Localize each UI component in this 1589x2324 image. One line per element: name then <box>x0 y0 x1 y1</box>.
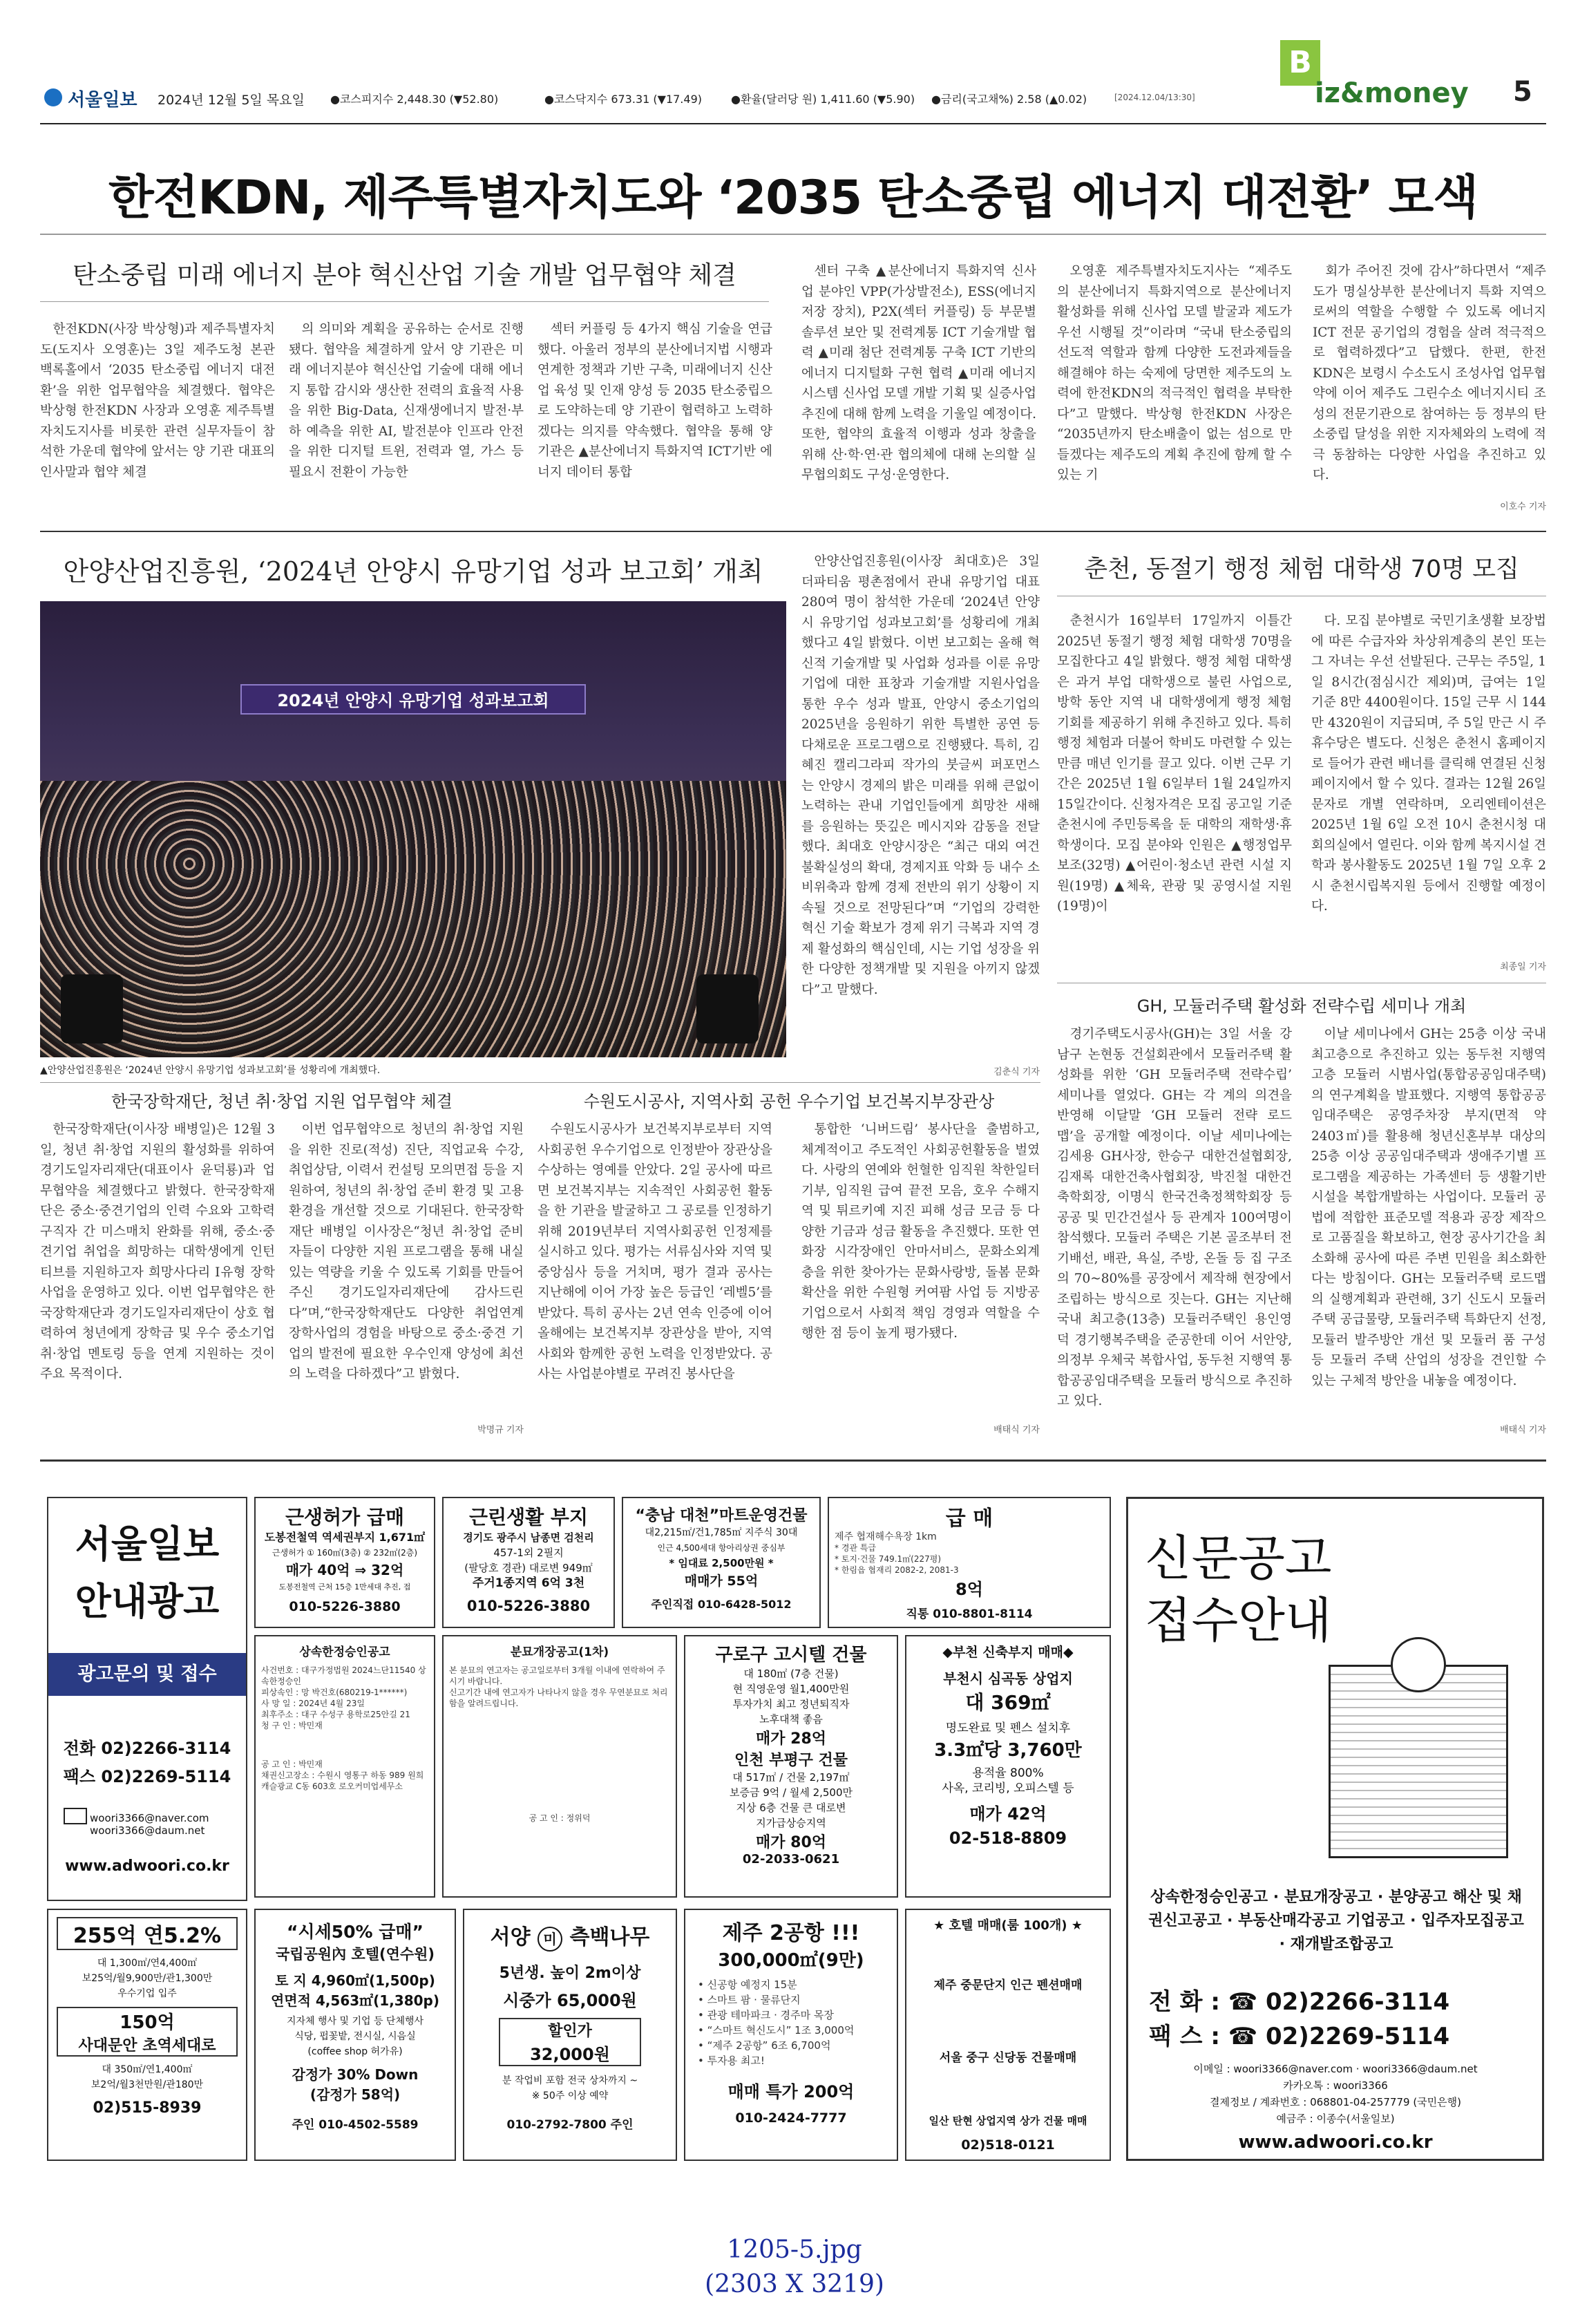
main-headline: 한전KDN, 제주특별자치도와 ‘2035 탄소중립 에너지 대전환’ 모색 <box>108 171 1478 225</box>
anyang-byline: 김춘식 기자 <box>993 1067 1040 1077</box>
section-name: iz&money <box>1315 77 1469 109</box>
main-col-4: 센터 구축 ▲분산에너지 특화지역 신사업 분야인 VPP(가상발전소), ESS(에너지저장 장치), P2X(섹터 커플링) 등 부문별 솔루션 보안 및 전력계통 ICT 기술개발 협력 ▲미래 첨단 전력계통 구축 ICT 기반의 에너지 디지털화 구현 협력 ▲미래 에너지 시스템 신사업 모델 개발 기획 및 실증사업 추진에 대해 함께 노력을 기울일 예정이다. 또한, 협약의 효율적 이행과 성과 창출을 위해 산·학·연·관 협의체에 대해 논의할 실무협의회도 구성·운영한다. <box>801 264 1036 482</box>
scholar-col-1: 한국장학재단(이사장 배병일)은 12월 3일, 청년 취·창업 지원의 활성화를 위하여 경기도일자리재단(대표이사 윤덕룡)과 업무협약을 체결했다고 밝혔다. 한국장학재단은 중소·중견기업의 인력 수요와 고학력 구직자 간 미스매치 완화를 위해, 중소·중견기업 취업을 희망하는 대학생에게 인턴티브를 지원하고자 희망사다리 Ⅰ유형 장학 사업을 운영하고 있다. 이번 업무협약은 한국장학재단과 경기도일자리재단이 상호 협력하여 청년에게 장학금 및 우수 중소기업 취·창업 멘토링 등을 연계 지원하는 것이 주요 목적이다. <box>40 1122 275 1381</box>
anyang-body: 안양산업진흥원(이사장 최대호)은 3일 더파티움 평촌점에서 관내 유망기업 대표 280여 명이 참석한 가운데 ‘2024년 안양시 유망기업 성과보고회’를 성황리에 개최했다고 4일 밝혔다. 이번 보고회는 올해 혁신적 기술개발 및 사업화 성과를 이룬 유망기업에 대한 표창과 기술개발 지원사업을 통한 우수 성과 발표, 안양시 중소기업의 2025년을 응원하기 위한 특별한 공연 등 다채로운 프로그램으로 진행됐다. 특히, 김혜진 캘리그라피 작가의 붓글씨 퍼포먼스는 안양시 경제의 밝은 미래를 위해 큰없이 노력하는 관내 기업인들에게 희망찬 새해를 응원하는 뜻깊은 메시지와 감동을 전달했다. 최대호 안양시장은 “최근 대외 여건 불확실성의 확대, 경제지표 악화 등 내수 소비위축과 함께 경제 전반의 위기 상황이 지속될 것으로 전망된다”며 “기업의 강력한 혁신 기술 확보가 경제 위기 극복과 지역 경제 활성화의 핵심인데, 시는 기업 성장을 위한 다양한 정책개발 및 지원을 아끼지 않겠다”고 말했다. <box>801 554 1040 997</box>
ad-inheritance-notice: 상속한정승인공고 사건번호 : 대구가정법원 2024느단11540 상속한정승인 피상속인 : 망 박건호(680219-1******) 사 망 일 : 2024년 4월 23일 최후주소 : 대구 수성구 용학로25안길 21 청 구 인 : 박민재 공 고 인 : 박민재 채권신고장소 : 수원시 영통구 하동 989 원희캐슬광교 C동 603호 로오커미업세무소 <box>254 1635 435 1898</box>
ticker-2: ●코스닥지수 673.31 (▼17.49) <box>544 93 702 106</box>
masthead <box>40 45 1546 124</box>
ticker-date: [2024.12.04/13:30] <box>1114 93 1195 102</box>
main-byline: 이호수 기자 <box>1500 502 1546 512</box>
footer-filename: 1205-5.jpg <box>727 2236 862 2264</box>
issue-date: 2024년 12월 5일 목요일 <box>158 93 305 108</box>
newspaper-reader-illustration <box>1329 1665 1508 1858</box>
chuncheon-headline: 춘천, 동절기 행정 체험 대학생 70명 모집 <box>1084 556 1519 583</box>
ticker-4: ●금리(국고채%) 2.58 (▲0.02) <box>931 93 1087 106</box>
chuncheon-col-1: 춘천시가 16일부터 17일까지 이틀간 2025년 동절기 행정 체험 대학생 70명을 모집한다고 4일 밝혔다. 행정 체험 대학생은 과거 부업 대학생으로 불린 사업으로, 방학 동안 지역 내 대학생에게 행정 체험 기회를 제공하기 위해 추진하고 있다. 특히 행정 체험과 더불어 학비도 마련할 수 있는 만큼 매년 인기를 끌고 있다. 이번 근무 기간은 2025년 1월 6일부터 1월 24일까지 15일간이다. 신청자격은 모집 공고일 기준 춘천시에 주민등록을 둔 대학의 재학생·휴학생이다. 모집 분야와 인원은 ▲행정업무보조(32명) ▲어린이·청소년 관련 시설 지원(19명) ▲체육, 관광 및 공영시설 지원(19명)이 <box>1057 614 1292 914</box>
chuncheon-col-2: 다. 모집 분야별로 국민기초생활 보장법에 따른 수급자와 차상위계층의 본인 또는 그 자녀는 우선 선발된다. 근무는 주5일, 1일 8시간(점심시간 제외)며, 급여는 1일 기준 8만 4400원이다. 15일 근무 시 144만 4320원이 지급되며, 주 5일 만근 시 주휴수당은 별도다. 신청은 춘천시 홈페이지로 들어가 관련 배너를 클릭해 연결된 신청페이지에서 할 수 있다. 결과는 12월 26일 문자로 개별 연락하며, 오리엔테이션은 2025년 1월 6일 오전 10시 춘천시청 대회의실에서 열린다. 이와 함께 복지시설 견학과 봉사활동도 2025년 1월 7일 오후 2시 춘천시립복지원 등에서 진행할 예정이다. <box>1311 614 1546 914</box>
ad-255-yield: 255억 연5.2% 대 1,300㎡/연4,400㎡ 보25억/월9,900만/관1,300만 우수기업 입주 150억 사대문안 초역세대로 대 350㎡/연1,400㎡ 보2억/월3천만원/관180만 02)515-8939 <box>47 1909 247 2161</box>
footer-size: (2303 X 3219) <box>705 2270 884 2298</box>
crowd-image <box>40 781 786 1057</box>
ad-hotel-50: “시세50% 급매” 국립공원內 호텔(연수원) 토 지 4,960㎡(1,500p) 연면적 4,563㎡(1,380p) 지자체 행사 및 기업 등 단체행사 식당, 펍꽃밭, 전시실, 시음실 (coffee shop 허가유) 감정가 30% Down (감정가 58억) 주인 010-4502-5589 <box>254 1909 456 2161</box>
reader-head-icon <box>1391 1637 1446 1692</box>
gh-col-2: 이날 세미나에서 GH는 25층 이상 국내 최고층으로 추진하고 있는 동두천 지행역 고층 모듈러 시범사업(통합공공임대주택)의 연구계획을 발표했다. 지행역 통합공공임대주택은 공영주차장 부지(면적 약 2403㎡)를 활용해 청년신혼부부 대상의 25층 이상 공공임대주택과 생애주기별 프로그램을 제공하는 가족센터 등 생활기반시설을 복합개발하는 사업이다. 모듈러 공법에 적합한 표준모델 적용과 공장 제작으로 고품질을 확보하고, 현장 공사기간을 최소화해 공사에 따른 주변 민원을 최소화한다는 방침이다. GH는 모듈러주택 로드맵의 실행계획과 관련해, 3기 신도시 모듈러주택 공급물량, 모듈러주택 특화단지 선정, 모듈러 발주방안 개선 및 모듈러 품 구성 등 모듈러 주택 산업의 성장을 견인할 수 있는 구체적 방안을 내놓을 예정이다. <box>1311 1027 1546 1388</box>
ad-guro-building: 구로구 고시텔 건물 대 180㎡ (7층 건물) 현 직영운영 월1,400만원 투자가치 최고 정년퇴직자 노후대책 좋음 매가 28억 인천 부평구 건물 대 517㎡ / 건물 2,197㎡ 보증금 9억 / 월세 2,500만 지상 6층 건물 큰 대로변 지가급상승지역 매가 80억 02-2033-0621 <box>684 1635 898 1898</box>
main-col-5: 오영훈 제주특별자치도지사는 “제주도의 분산에너지 특화지역으로 분산에너지 활성화를 위해 신사업 모델 발굴과 제도가 우선 시행될 것”이라며 “국내 탄소중립의 선도적 역할과 함께 다양한 도전과제들을 해결해야 하는 숙제에 당면한 제주도의 노력에 한전KDN의 적극적인 협력을 부탁한다”고 말했다. 박상형 한전KDN 사장은 “2035년까지 탄소배출이 없는 섬으로 만들겠다는 제주도의 계획 추진에 함께 할 수 있는 기 <box>1057 264 1292 482</box>
scholar-col-2: 이번 업무협약으로 청년의 취·창업 지원을 위한 진로(적성) 진단, 직업교육 수강, 취업상담, 이력서 컨설팅 모의면접 등을 지원하여, 청년의 취·창업 준비 환경 및 고용환경을 개선할 것으로 기대된다. 한국장학재단 배병일 이사장은“청년 취·창업 준비자들이 다양한 지원 프로그램을 통해 내실 있는 역량을 키울 수 있도록 기회를 만들어 주신 경기도일자리재단에 감사드린다”며,“한국장학재단도 다양한 취업연계 장학사업의 경험을 바탕으로 중소·중견 기업의 발전에 필요한 우수인재 양성에 최선의 노력을 다하겠다”고 밝혔다. <box>289 1122 524 1381</box>
suwon-col-2: 통합한 ‘니버드림’ 봉사단을 출범하고, 체계적이고 주도적인 사회공헌활동을 벌였다. 사랑의 연예와 헌혈한 임직원 착한일터 기부, 임직원 급여 끝전 모음, 호우 수해지역 및 튀르키예 지진 피해 성금 모금 등 다양한 기금과 성금 활동을 추진했다. 또한 연화장 시각장애인 안마서비스, 문화소외계층을 위한 찾아가는 문화사랑방, 돌봄 문화 확산을 위한 수원형 커여팜 사업 등 지방공기업으로서 사회적 책임 경영과 역할을 수행한 점 등이 높게 평가됐다. <box>801 1122 1040 1341</box>
page-number: 5 <box>1513 76 1532 108</box>
ad-land-lot: 근린생활 부지 경기도 광주시 남종면 검천리 457-1외 2필지 (팔당호 경관) 대로변 949㎡ 주거1종지역 6억 3천 010-5226-3880 <box>442 1497 615 1628</box>
mi-circle: 미 <box>537 1927 562 1952</box>
suwon-headline: 수원도시공사, 지역사회 공헌 우수기업 보건복지부장관상 <box>583 1092 995 1111</box>
paper-name: 서울일보 <box>68 90 137 111</box>
ad-mart-building: “충남 대천”마트운영건물 대2,215㎡/건1,785㎡ 지주식 30대 인근 4,500세대 항아리상권 중심부 * 임대료 2,500만원 * 매매가 55억 주인직접 010-6428-5012 <box>622 1497 821 1628</box>
scholar-headline: 한국장학재단, 청년 취·창업 지원 업무협약 체결 <box>111 1092 453 1111</box>
ad-jeju-airport: 제주 2공항 !!! 300,000㎡(9만) • 신공항 예정지 15분 • 스마트 팜 · 물류단지 • 관광 테마파크 · 경주마 목장 • “스마트 혁신도시” 1조 3,000억 • “제주 2공항” 6조 6,700억 • 투자용 최고! 매매 특가 200억 010-2424-7777 <box>684 1909 898 2161</box>
gh-byline: 배태식 기자 <box>1500 1425 1546 1435</box>
guide-bar: 광고문의 및 접수 <box>48 1653 246 1696</box>
gh-headline: GH, 모듈러주택 활성화 전략수립 세미나 개최 <box>1136 996 1467 1016</box>
ticker-3: ●환율(달러당 원) 1,411.60 (▼5.90) <box>731 93 915 106</box>
ad-arborvitae: 서양 미 측백나무 5년생. 높이 2m이상 시중가 65,000원 할인가 32,000원 분 작업비 포함 전국 상차까지 ~ ※ 50주 이상 예약 010-2792-7800 주인 <box>463 1909 677 2161</box>
suwon-col-1: 수원도시공사가 보건복지부로부터 지역사회공헌 우수기업으로 인정받아 장관상을 수상하는 영예를 안았다. 2일 공사에 따르면 보건복지부는 지속적인 사회공헌 활동을 한 기관을 발굴하고 그 공로를 인정하기 위해 2019년부터 지역사회공헌 인정제를 실시하고 있다. 평가는 서류심사와 지역 및 중앙심사 등을 거치며, 평가 결과 공사는 지난해에 이어 가장 높은 등급인 ‘레벨5’를 받았다. 특히 공사는 2년 연속 인증에 이어 올해에는 보건복지부 장관상을 받아, 지역사회와 함께한 공헌 노력을 인정받았다. 공사는 사업분야별로 꾸려진 봉사단을 <box>537 1122 772 1381</box>
stage-light-left-icon <box>61 974 123 1043</box>
ad-grave-notice: 분묘개장공고(1차) 본 분묘의 연고자는 공고일로부터 3개월 이내에 연락하여 주시기 바랍니다. 신고기간 내에 연고자가 나타나지 않을 경우 무연분묘로 처리함을 알려드립니다. 공 고 인 : 정위덕 <box>442 1635 677 1898</box>
main-col-1: 한전KDN(사장 박상형)과 제주특별자치도(도지사 오영훈)는 3일 제주도청 본관 백록홀에서 ‘2035 탄소중립 에너지 대전환’을 위한 업무협약을 체결했다. 협약은 박상형 한전KDN 사장과 오영훈 제주특별자치도지사를 비롯한 관련 실무자들이 참석한 가운데 협약에 앞서는 양 기관 대표의 인사말과 협약 체결 <box>40 322 275 480</box>
ad-jeju-urgent: 급 매 제주 협재해수욕장 1km * 경관 특급 * 토지·건물 749.1㎡(227평) * 한림읍 협재리 2082-2, 2081-3 8억 직통 010-8801-8114 <box>828 1497 1111 1628</box>
scholar-byline: 박명규 기자 <box>477 1425 524 1435</box>
gh-col-1: 경기주택도시공사(GH)는 3일 서울 강남구 논현동 건설회관에서 모듈러주택 활성화를 위한 ‘GH 모듈러주택 전략수립’ 세미나를 열었다. GH는 각 계의 의견을 반영해 이달말 ‘GH 모듈러 전략 로드맵’을 공개할 예정이다. 이날 세미나에는 김세용 GH사장, 한승구 대한건설협회장, 김재록 대한건축사협회장, 박진철 대한건축학회장, 이명식 한국건축정책학회장 등 공공 및 민간건설사 등 관계자 100여명이 참석했다. 모듈러 주택은 기본 골조부터 전기배선, 배관, 욕실, 주방, 온돌 등 집 구조의 70~80%를 공장에서 제작해 현장에서 조립하는 방식으로 짓는다. GH는 지난해 국내 최고층(13층) 모듈러주택인 용인영덕 경기행복주택을 준공한데 이어 서안양, 의정부 우체국 복합사업, 동두천 지행역 통합공공임대주택을 모듈러 방식으로 추진하고 있다. <box>1057 1027 1292 1408</box>
logo-icon <box>44 88 62 106</box>
event-banner: 2024년 안양시 유망기업 성과보고회 <box>240 684 586 715</box>
ticker-1: ●코스피지수 2,448.30 (▼52.80) <box>330 93 499 106</box>
main-subhead: 탄소중립 미래 에너지 분야 혁신산업 기술 개발 업무협약 체결 <box>73 261 736 290</box>
section-b-badge: B <box>1280 40 1320 86</box>
anyang-caption: ▲안양산업진흥원은 ‘2024년 안양시 유망기업 성과보고회’를 성황리에 개최했다. <box>40 1065 381 1076</box>
ad-lot-sale: 근생허가 급매 도봉전철역 역세권부지 1,671㎡ 근생허가 ① 160㎡(3층) ② 232㎡(2층) 매가 40억 ⇒ 32억 도봉전철역 근처 15층 1만세대 추진, 접 010-5226-3880 <box>254 1497 435 1628</box>
anyang-photo <box>40 601 786 1057</box>
ad-bucheon-lot: ◆부천 신축부지 매매◆ 부천시 심곡동 상업지 대 369㎡ 명도완료 및 펜스 설치후 3.3㎡당 3,760만 용적율 800% 사옥, 코리빙, 오피스텔 등 매가 42억 02-518-8809 <box>905 1635 1111 1898</box>
ad-guide: 서울일보 안내광고 광고문의 및 접수 전화 02)2266-3114 팩스 02)2269-5114 woori3366@naver.com woori3366@daum.net www.adwoori.co.kr <box>47 1497 247 1901</box>
main-col-2: 의 의미와 계획을 공유하는 순서로 진행됐다. 협약을 체결하게 앞서 양 기관은 미래 에너지분야 혁신산업 기술에 대해 에너지 통합 감시와 생산한 전력의 효율적 사용을 위한 Big-Data, 신재생에너지 발전·부하 예측을 위한 AI, 발전분야 인프라 안전을 위한 디지털 트윈, 전력과 열, 가스 등 필요시 전환이 가능한 <box>289 322 524 480</box>
ad-notice-guide: 신문공고 접수안내 상속한정승인공고 · 분묘개장공고 · 분양공고 해산 및 채권신고공고 · 부동산매각공고 기업공고 · 입주자모집공고 · 재개발조합공고 전 화 : ☎ 02)2266-3114 팩 스 : ☎ 02)2269-5114 이메일 : woori3366@naver.com · woori3366@daum.net 카카오톡 : woori3366 결제정보 / 계좌번호 : 068801-04-257779 (국민은행) 예금주 : 이종수(서울일보) www.adwoori.co.kr <box>1126 1497 1544 2161</box>
ad-hotel-100: ★ 호텔 매매(룸 100개) ★ 제주 중문단지 인근 펜션매매 서울 중구 신당동 건물매매 일산 탄현 상업지역 상가 건물 매매 02)518-0121 <box>905 1909 1111 2161</box>
mail-icon <box>64 1808 87 1824</box>
suwon-byline: 배태식 기자 <box>993 1425 1040 1435</box>
anyang-headline: 안양산업진흥원, ‘2024년 안양시 유망기업 성과 보고회’ 개최 <box>63 556 763 587</box>
stage-light-right-icon <box>696 974 759 1043</box>
main-col-3: 섹터 커플링 등 4가지 핵심 기술을 연급했다. 아울러 정부의 분산에너지법 시행과 연계한 정책과 기반 구축, 미래에너지 신산업 육성 및 인재 양성 등 2035 탄소중립으로 도약하는데 양 기관이 협력하고 노력하겠다는 의지를 약속했다. 협약을 통해 양 기관은 ▲분산에너지 특화지역 ICT기반 에너지 데이터 통합 <box>537 322 772 480</box>
main-col-6: 회가 주어진 것에 감사”하다면서 “제주도가 명실상부한 분산에너지 특화 지역으로써의 역할을 수행할 수 있도록 에너지ICT 전문 공기업의 경험을 살려 적극적으로 협력하겠다”고 답했다. 한편, 한전KDN은 보령시 수소도시 조성사업 업무협약에 이어 제주도 그린수소 에너지시티 조성의 전문기관으로 참여하는 등 정부의 탄소중립 달성을 위한 지자체와의 노력에 적극 동참하는 다양한 사업을 추진하고 있다. <box>1313 264 1546 482</box>
chuncheon-byline: 최종일 기자 <box>1500 962 1546 972</box>
